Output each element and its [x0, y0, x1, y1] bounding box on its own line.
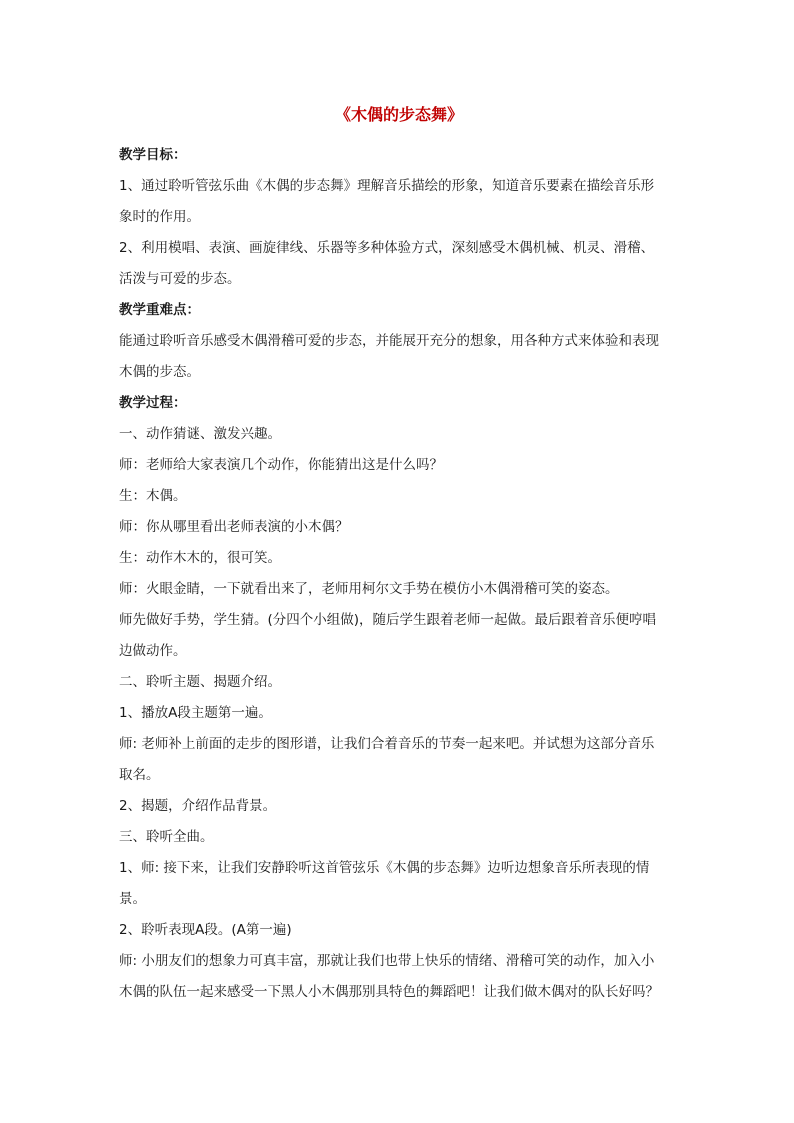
text-line: 象时的作用。: [119, 209, 200, 225]
text-line: 1、师: 接下来，让我们安静聆听这首管弦乐《木偶的步态舞》边听边想象音乐所表现的情: [119, 860, 650, 876]
section-heading: 教学过程：: [119, 395, 187, 411]
text-line: 2、聆听表现A段。(A第一遍): [119, 922, 292, 938]
document-body: [119, 140, 679, 1008]
text-line: 师：老师给大家表演几个动作，你能猜出这是什么吗？: [119, 457, 443, 473]
section-heading: 教学目标：: [119, 147, 187, 163]
text-line: 二、聆听主题、揭题介绍。: [119, 674, 281, 690]
text-line: 师: 老师补上前面的走步的图形谱，让我们合着音乐的节奏一起来吧。并试想为这部分音乐: [119, 736, 655, 752]
text-line: 1、播放A段主题第一遍。: [119, 705, 272, 721]
text-line: 2、利用模唱、表演、画旋律线、乐器等多种体验方式，深刻感受木偶机械、机灵、滑稽、: [119, 240, 655, 256]
text-line: 生：动作木木的，很可笑。: [119, 550, 281, 566]
document-title: 《木偶的步态舞》: [334, 105, 463, 124]
text-line: 一、动作猜谜、激发兴趣。: [119, 426, 281, 442]
text-line: 师：你从哪里看出老师表演的小木偶？: [119, 519, 349, 535]
text-line: 景。: [119, 891, 146, 907]
text-line: 能通过聆听音乐感受木偶滑稽可爱的步态，并能展开充分的想象，用各种方式来体验和表现: [119, 333, 659, 349]
text-line: 师: 小朋友们的想象力可真丰富，那就让我们也带上快乐的情绪、滑稽可笑的动作，加入小: [119, 953, 655, 969]
text-line: 生：木偶。: [119, 488, 187, 504]
document-page: [119, 100, 679, 1008]
text-line: 取名。: [119, 767, 160, 783]
text-line: 边做动作。: [119, 643, 187, 659]
text-line: 三、聆听全曲。: [119, 829, 214, 845]
text-line: 木偶的队伍一起来感受一下黑人小木偶那别具特色的舞蹈吧！让我们做木偶对的队长好吗？: [119, 984, 659, 1000]
text-line: 师：火眼金睛，一下就看出来了，老师用柯尔文手势在模仿小木偶滑稽可笑的姿态。: [119, 581, 619, 597]
section-heading: 教学重难点：: [119, 302, 200, 318]
text-line: 1、通过聆听管弦乐曲《木偶的步态舞》理解音乐描绘的形象，知道音乐要素在描绘音乐形: [119, 178, 655, 194]
text-line: 木偶的步态。: [119, 364, 200, 380]
text-line: 活泼与可爱的步态。: [119, 271, 241, 287]
text-line: 2、揭题，介绍作品背景。: [119, 798, 277, 814]
text-line: 师先做好手势，学生猜。(分四个小组做)，随后学生跟着老师一起做。最后跟着音乐便哼唱: [119, 612, 657, 628]
